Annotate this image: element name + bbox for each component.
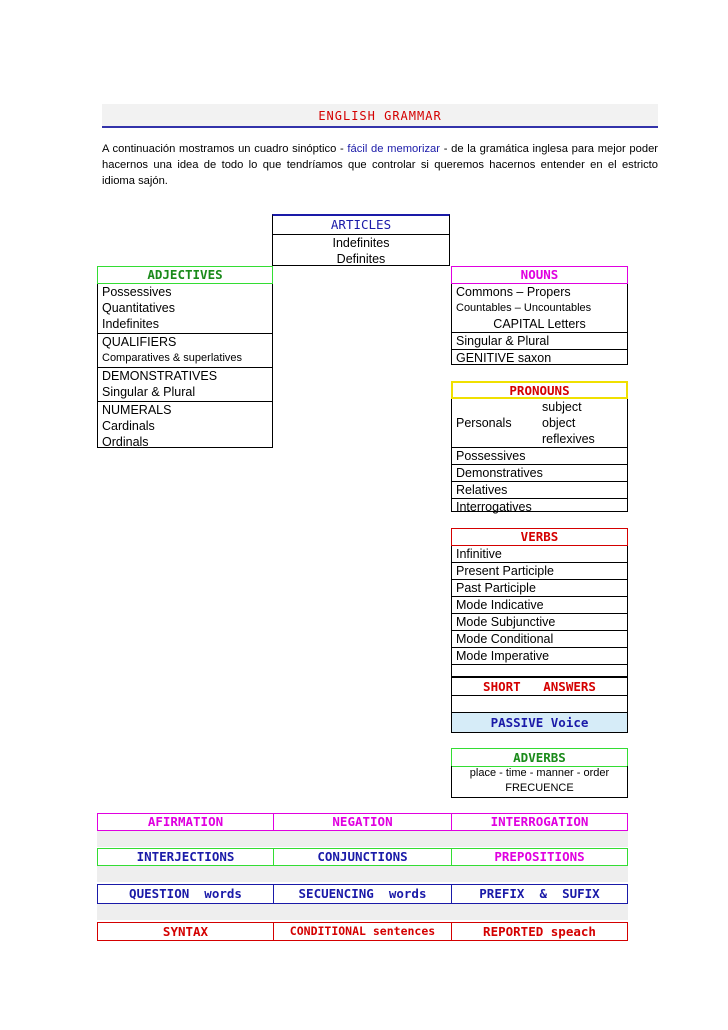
- list-item: Possessives: [102, 285, 172, 299]
- intro-text-2: - de la gramática inglesa para mejor poder hacernos una idea de todo lo que tendríamos que controlar si queremos hacernos entender en el estricto idioma sajón.: [102, 143, 659, 187]
- bottom-row-2-spacer: [97, 866, 628, 882]
- prepositions-cell: PREPOSITIONS: [494, 849, 585, 864]
- list-item: object: [542, 416, 576, 430]
- short-answers-empty-row: [451, 695, 628, 713]
- list-item: Commons – Propers: [456, 285, 571, 299]
- adverbs-line-1: place - time - manner - order: [469, 767, 610, 779]
- list-item: Ordinals: [102, 435, 149, 449]
- secuencing-words-cell: SECUENCING words: [274, 885, 452, 903]
- short-answers-title: SHORT ANSWERS: [451, 677, 628, 696]
- adjectives-group-2: [98, 333, 272, 367]
- question-words-cell: QUESTION words: [98, 885, 274, 903]
- adjectives-box: [97, 284, 273, 448]
- conditional-sentences-cell: CONDITIONAL sentences: [274, 923, 452, 940]
- intro-paragraph: [102, 141, 658, 189]
- nouns-group-1: [452, 284, 627, 332]
- list-item: QUALIFIERS: [102, 335, 177, 349]
- list-item: Singular & Plural: [102, 385, 196, 399]
- bottom-row-2: [97, 848, 628, 866]
- verbs-box: [451, 546, 628, 677]
- list-item: CAPITAL Letters: [493, 317, 586, 331]
- passive-voice-title: PASSIVE Voice: [451, 712, 628, 733]
- list-item: Mode Subjunctive: [452, 613, 627, 630]
- list-item: Singular & Plural: [452, 332, 627, 349]
- intro-highlight: fácil de memorizar: [347, 143, 440, 155]
- adverbs-box: [451, 766, 628, 798]
- list-item: Mode Indicative: [452, 596, 627, 613]
- list-item: Demonstratives: [452, 464, 627, 481]
- list-item: reflexives: [542, 432, 595, 446]
- list-item: Present Participle: [452, 562, 627, 579]
- list-item: Interrogatives: [452, 498, 627, 515]
- interrogation-cell: INTERROGATION: [490, 814, 589, 829]
- pronouns-box: [451, 399, 628, 512]
- list-item: Infinitive: [456, 547, 502, 561]
- bottom-row-3-spacer: [97, 904, 628, 920]
- list-item: DEMONSTRATIVES: [102, 369, 218, 383]
- conjunctions-cell: CONJUNCTIONS: [274, 849, 452, 865]
- articles-item: Indefinites: [332, 236, 390, 250]
- list-item: Quantitatives: [102, 301, 175, 315]
- list-item: GENITIVE saxon: [452, 349, 627, 366]
- syntax-cell: SYNTAX: [98, 923, 274, 940]
- articles-box: [272, 214, 450, 266]
- list-item: Relatives: [452, 481, 627, 498]
- list-item: Mode Conditional: [452, 630, 627, 647]
- adjectives-group-4: [98, 401, 272, 449]
- adjectives-group-1: [98, 284, 272, 333]
- list-item: Possessives: [452, 447, 627, 464]
- list-item: Cardinals: [102, 419, 155, 433]
- list-item: Indefinites: [102, 317, 159, 331]
- page-title: ENGLISH GRAMMAR: [102, 104, 658, 128]
- negation-cell: NEGATION: [274, 814, 452, 830]
- pronouns-personals-group: [452, 399, 627, 447]
- articles-title: ARTICLES: [273, 216, 449, 235]
- reported-speach-cell: REPORTED speach: [483, 924, 596, 939]
- adjectives-group-3: [98, 367, 272, 401]
- list-item: Comparatives & superlatives: [102, 352, 243, 364]
- adverbs-title: ADVERBS: [451, 748, 628, 767]
- bottom-row-1: [97, 813, 628, 831]
- interjections-cell: INTERJECTIONS: [98, 849, 274, 865]
- bottom-row-1-spacer: [97, 831, 628, 847]
- bottom-row-3: [97, 884, 628, 904]
- nouns-title: NOUNS: [451, 266, 628, 284]
- list-item: NUMERALS: [102, 403, 172, 417]
- verbs-title: VERBS: [451, 528, 628, 546]
- list-item: subject: [542, 400, 582, 414]
- afirmation-cell: AFIRMATION: [98, 814, 274, 830]
- list-item: Mode Imperative: [452, 647, 627, 664]
- nouns-box: [451, 284, 628, 365]
- intro-text-1: A continuación mostramos un cuadro sinóptico -: [102, 143, 348, 155]
- list-item: Countables – Uncountables: [456, 302, 592, 314]
- list-item: Past Participle: [452, 579, 627, 596]
- prefix-sufix-cell: PREFIX & SUFIX: [479, 886, 600, 901]
- adjectives-title: ADJECTIVES: [97, 266, 273, 284]
- pronouns-personals-label: Personals: [456, 416, 512, 430]
- pronouns-title: PRONOUNS: [451, 381, 628, 399]
- adverbs-line-2: FRECUENCE: [505, 782, 574, 794]
- articles-item: Definites: [336, 252, 386, 266]
- bottom-row-4: [97, 922, 628, 941]
